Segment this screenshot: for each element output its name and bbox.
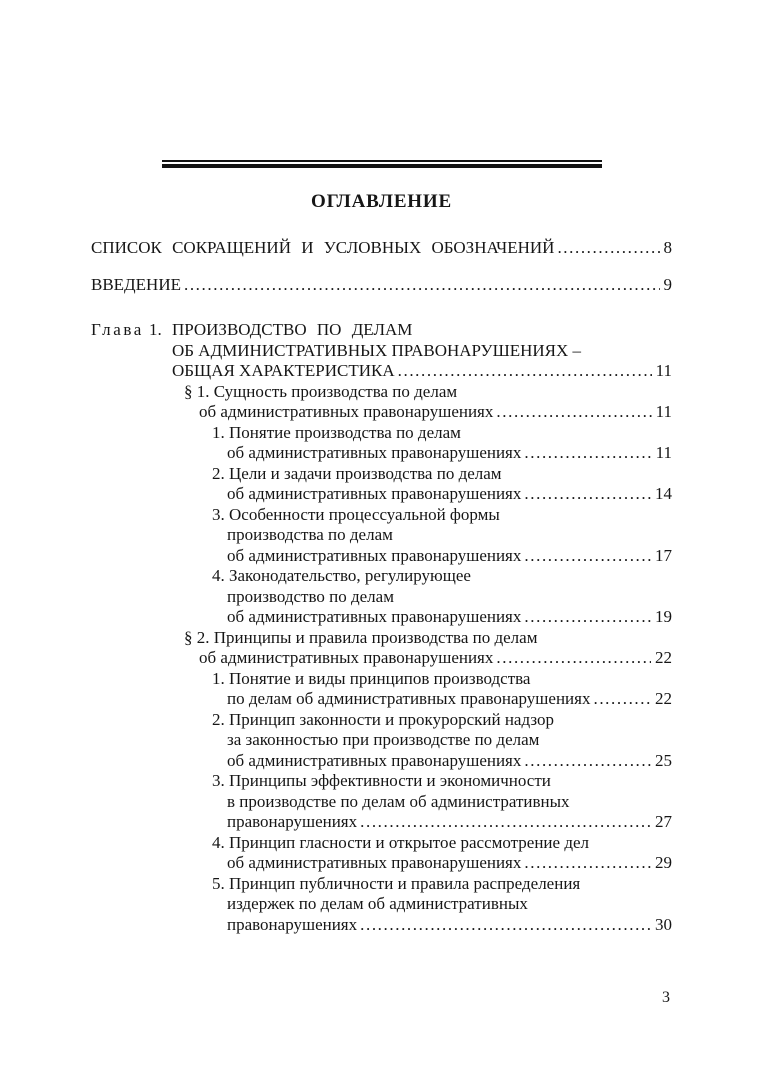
toc-entry-text: ОБ АДМИНИСТРАТИВНЫХ ПРАВОНАРУШЕНИЯХ – [172,340,582,360]
toc-page-ref: 25 [655,750,672,770]
toc-row [91,853,672,874]
toc-row [91,525,672,546]
toc-page-ref: 19 [655,607,672,626]
toc-entry-text: ОБЩАЯ ХАРАКТЕРИСТИКА [172,361,395,380]
toc-entry-text: об административных правонарушениях [227,607,522,626]
toc-row [91,320,672,341]
dot-leader [395,361,652,382]
dot-leader [521,546,651,567]
chapter-label: Глава [91,320,144,339]
toc-page-ref: 17 [655,545,672,565]
toc-row [91,238,672,259]
toc-entry-text: за законностью при производстве по делам [227,730,540,749]
dot-leader [181,275,660,296]
toc-entry-text: правонарушениях [227,914,358,934]
toc-entry-text: 3. Принципы эффективности и экономичности [212,771,551,790]
dot-leader [357,915,651,936]
toc-page-ref: 8 [663,238,672,257]
dot-leader [590,689,651,710]
toc-entry-text: 2. Цели и задачи производства по делам [212,463,502,483]
toc-row [91,689,672,710]
toc-row [91,546,672,567]
toc-row [91,792,672,813]
toc-entry-text: 4. Законодательство, регулирующее [212,566,471,585]
toc-row [91,402,672,423]
toc-row [91,607,672,628]
toc-row [91,341,672,362]
toc-page-ref: 27 [655,812,672,831]
toc-row [91,812,672,833]
toc-row [91,464,672,485]
toc-row [91,484,672,505]
dot-leader [521,484,651,505]
toc-entry-text: производства по делам [227,525,393,544]
toc-entry-text: 1. Понятие и виды принципов производства [212,668,531,688]
toc-row [91,751,672,772]
toc-row [91,874,672,895]
toc-row [91,771,672,792]
toc-entry-text: правонарушениях [227,812,358,831]
dot-leader [357,812,651,833]
toc-page-ref: 11 [655,443,672,462]
toc-entry-text: об административных правонарушениях [227,484,522,503]
toc-entry-text: 1. Понятие производства по делам [212,422,461,442]
toc-entry-text: об административных правонарушениях [227,545,522,565]
toc-page-ref: 22 [655,689,672,708]
toc-entry-text: § 2. Принципы и правила производства по делам [184,627,538,647]
toc-entry-text: 1. ПРОИЗВОДСТВО ПО ДЕЛАМ [148,320,413,339]
toc-page-ref: 30 [655,914,672,934]
toc-entry-text: об административных правонарушениях [227,853,522,872]
toc-row [91,275,672,296]
toc-entry-text: об административных правонарушениях [227,443,522,462]
toc-entry-text: ВВЕДЕНИЕ [91,274,181,294]
rule-thin-line [162,160,602,162]
toc-row [91,423,672,444]
dot-leader [493,402,651,423]
toc-row [91,628,672,649]
toc-row [91,730,672,751]
dot-leader [521,853,651,874]
toc-entry-text: 3. Особенности процессуальной формы [212,504,500,524]
page-content [91,191,672,935]
dot-leader [521,443,651,464]
toc-entry-text: издержек по делам об административных [227,894,528,913]
dot-leader [521,751,651,772]
toc-entry-text: об административных правонарушениях [227,750,522,770]
page-number: 3 [662,989,670,1006]
dot-leader [554,238,659,259]
toc-row [91,894,672,915]
toc-entry-text: производство по делам [227,586,394,606]
toc-row [91,566,672,587]
dot-leader [493,648,651,669]
toc-entry-text: § 1. Сущность производства по делам [184,381,458,401]
toc-entry-text: по делам об административных правонарушениях [227,689,591,708]
toc-row [91,443,672,464]
toc-page-ref: 29 [655,853,672,872]
toc-page-ref: 14 [655,484,672,503]
toc-page-ref: 9 [663,274,672,294]
toc-entry-text: 2. Принцип законности и прокурорский надзор [212,709,554,729]
toc-entry-text: 5. Принцип публичности и правила распределения [212,873,581,893]
toc-entry-text: СПИСОК СОКРАЩЕНИЙ И УСЛОВНЫХ ОБОЗНАЧЕНИЙ [91,238,555,257]
toc-page-ref: 11 [655,361,672,380]
toc-row [91,505,672,526]
toc-row [91,710,672,731]
toc-page-ref: 11 [655,402,672,421]
rule-thick-line [162,164,602,168]
toc-entry-text: 4. Принцип гласности и открытое рассмотрение дел [212,832,590,852]
page-title: ОГЛАВЛЕНИЕ [311,191,452,212]
table-of-contents [91,238,672,935]
toc-entry-text: об административных правонарушениях [199,402,494,421]
toc-row [91,915,672,936]
toc-page-ref: 22 [655,648,672,667]
toc-row [91,587,672,608]
toc-entry-text: об административных правонарушениях [199,648,494,667]
toc-row [91,361,672,382]
dot-leader [521,607,651,628]
decorative-double-rule [162,160,602,168]
toc-row [91,669,672,690]
toc-row [91,382,672,403]
toc-entry-text: в производстве по делам об административных [227,791,570,811]
toc-row [91,648,672,669]
toc-row [91,833,672,854]
